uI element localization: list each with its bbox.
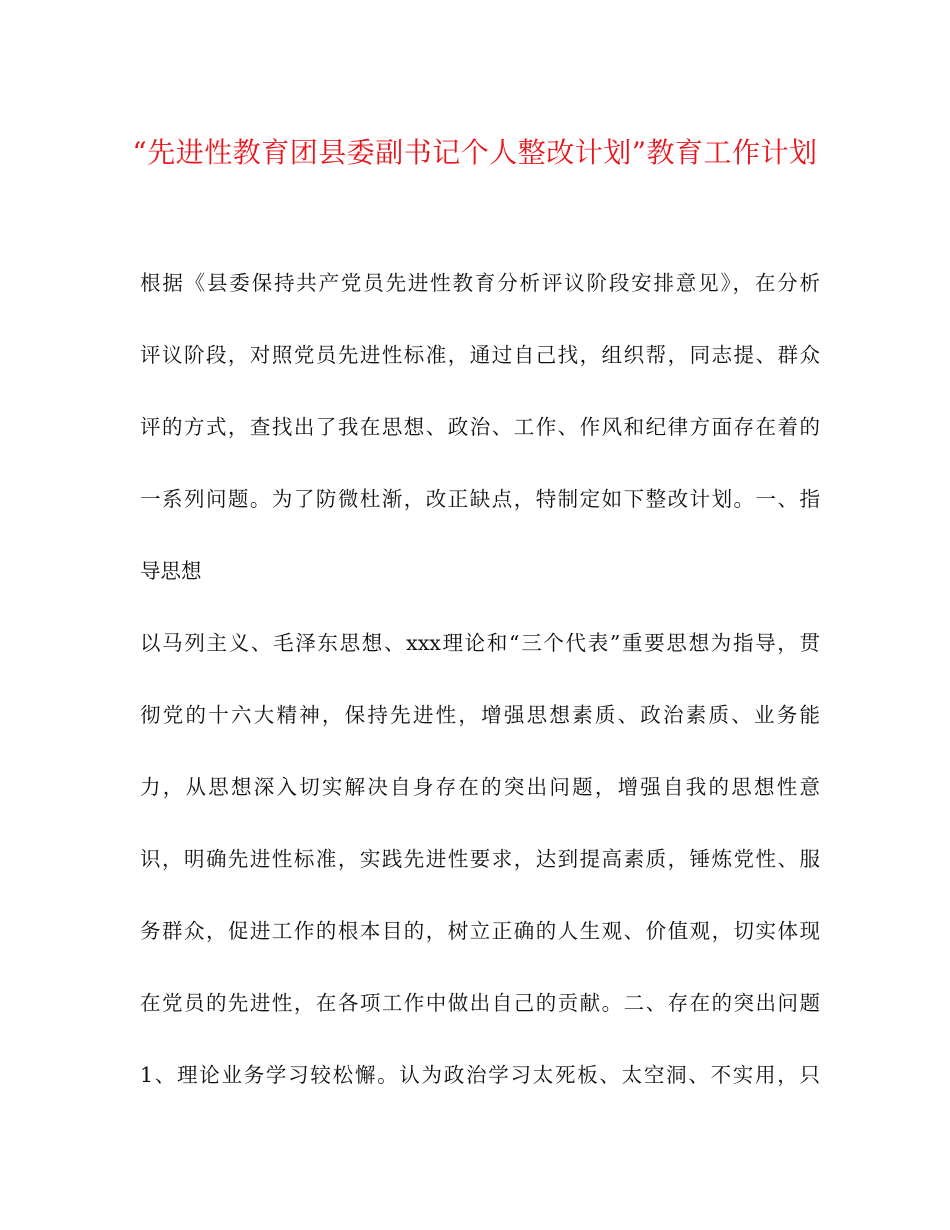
body-line: 1、理论业务学习较松懈。认为政治学习太死板、太空洞、不实用，只 [140, 1063, 820, 1087]
body-line: 力，从思想深入切实解决自身存在的突出问题，增强自我的思想性意 [140, 775, 820, 799]
body-line: 识，明确先进性标准，实践先进性要求，达到提高素质，锤炼党性、服 [140, 847, 820, 871]
body-line: 以马列主义、毛泽东思想、xxx理论和“三个代表”重要思想为指导，贯 [140, 631, 820, 655]
body-line: 根据《县委保持共产党员先进性教育分析评议阶段安排意见》，在分析 [140, 271, 820, 295]
body-line: 彻党的十六大精神，保持先进性，增强思想素质、政治素质、业务能 [140, 703, 820, 727]
body-line: 导思想 [140, 559, 202, 583]
document-title: “先进性教育团县委副书记个人整改计划”教育工作计划 [132, 136, 818, 169]
body-line: 务群众，促进工作的根本目的，树立正确的人生观、价值观，切实体现 [140, 919, 820, 943]
body-line: 评议阶段，对照党员先进性标准，通过自己找，组织帮，同志提、群众 [140, 343, 820, 367]
body-line: 在党员的先进性，在各项工作中做出自己的贡献。二、存在的突出问题 [140, 991, 820, 1015]
body-line: 一系列问题。为了防微杜渐，改正缺点，特制定如下整改计划。一、指 [140, 487, 820, 511]
body-line: 评的方式，查找出了我在思想、政治、工作、作风和纪律方面存在着的 [140, 415, 820, 439]
